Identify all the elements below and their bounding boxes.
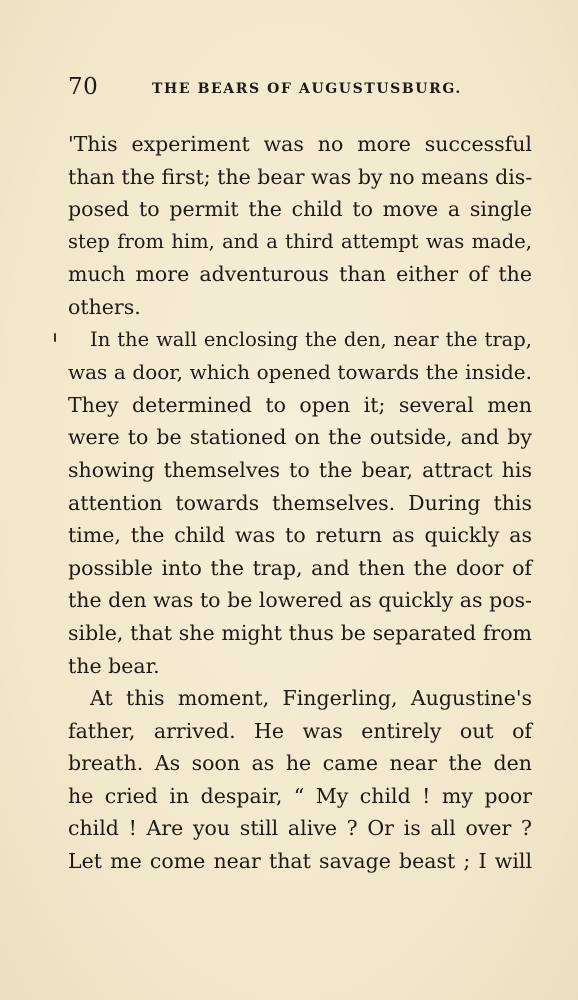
text-line: the bear.	[68, 653, 160, 678]
text-line: child ! Are you still alive ? Or is all over ?	[68, 816, 532, 841]
page-number: 70	[68, 74, 99, 100]
text-line: sible, that she might thus be separated from	[68, 620, 532, 645]
text-line: others.	[68, 294, 141, 319]
text-line: breath. As soon as he came near the den	[68, 751, 532, 776]
text-line: he cried in despair, “ My child ! my poor	[68, 783, 532, 808]
text-line: the den was to be lowered as quickly as pos-	[68, 588, 532, 613]
text-line: In the wall enclosing the den, near the trap,	[90, 327, 532, 351]
paragraph-1	[68, 128, 532, 324]
text-line: was a door, which opened towards the inside.	[68, 360, 532, 385]
running-head: THE BEARS OF AUGUSTUSBURG.	[152, 81, 462, 97]
body-text	[68, 128, 532, 878]
text-line: father, arrived. He was entirely out of	[68, 718, 532, 743]
margin-mark	[54, 333, 56, 342]
text-line: At this moment, Fingerling, Augustine's	[90, 686, 532, 711]
text-line: step from him, and a third attempt was made,	[68, 229, 532, 253]
text-line: posed to permit the child to move a single	[68, 197, 532, 222]
text-line: much more adventurous than either of the	[68, 262, 532, 287]
text-line: attention towards themselves. During this	[68, 490, 532, 515]
text-line: than the first; the bear was by no means dis-	[68, 164, 533, 189]
page-header	[68, 74, 532, 104]
paragraph-3	[68, 682, 532, 878]
text-line: time, the child was to return as quickly as	[68, 523, 532, 548]
paragraph-2	[68, 324, 532, 683]
text-line: Let me come near that savage beast ; I will	[68, 849, 532, 874]
text-line: possible into the trap, and then the door of	[68, 555, 532, 580]
text-line: showing themselves to the bear, attract his	[68, 457, 532, 482]
text-line: 'This experiment was no more successful	[68, 132, 532, 156]
text-line: were to be stationed on the outside, and by	[68, 425, 532, 450]
text-line: They determined to open it; several men	[68, 392, 532, 417]
